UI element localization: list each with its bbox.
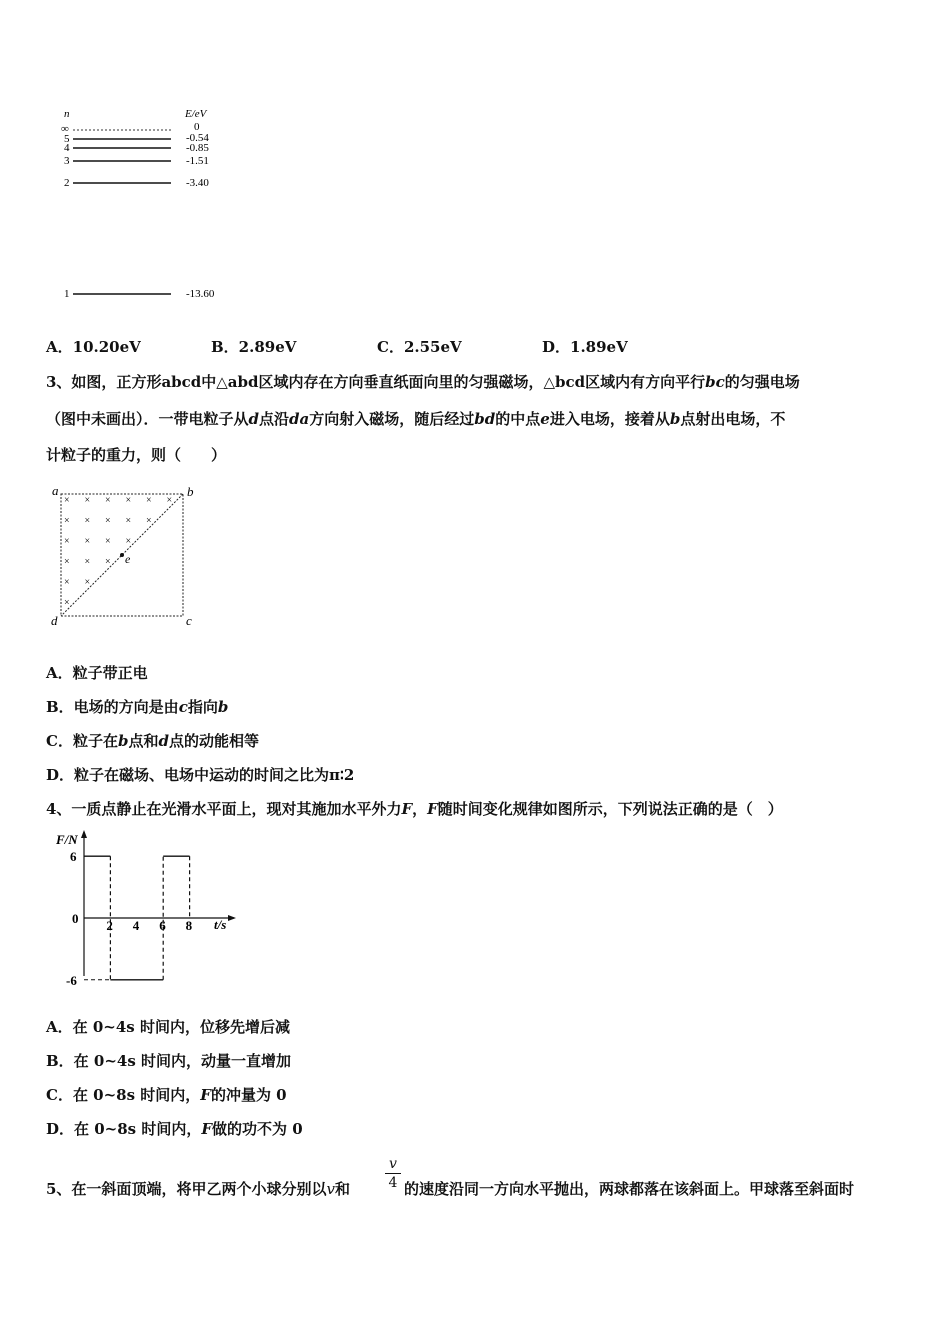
x-tick-label: 4: [132, 918, 140, 933]
field-x-mark: ×: [125, 536, 132, 547]
field-x-mark: ×: [84, 495, 91, 506]
label-a: a: [52, 483, 59, 498]
q5-fraction: [385, 1156, 401, 1191]
field-x-mark: ×: [64, 515, 70, 527]
level-n-5: 5: [64, 133, 70, 145]
q4-force-time-chart: [52, 828, 242, 988]
label-c: c: [186, 613, 192, 628]
field-x-mark: ×: [84, 556, 91, 568]
level-n-3: 3: [64, 155, 70, 167]
chart-ylabel: F/N: [56, 832, 78, 847]
y-tick-label: 6: [70, 849, 77, 865]
field-x-mark: ×: [64, 556, 70, 568]
field-x-mark: ×: [105, 536, 111, 547]
q2-option-b[interactable]: B．2.89eV: [211, 338, 297, 356]
field-x-mark: ×: [105, 556, 111, 568]
field-x-mark: ×: [166, 495, 173, 506]
q2-option-a[interactable]: A．10.20eV: [46, 338, 141, 356]
field-x-mark: ×: [64, 577, 70, 588]
n-axis-label: n: [64, 108, 70, 120]
q3-option-c[interactable]: C．粒子在b点和d点的动能相等: [46, 732, 259, 750]
chart-xlabel: t/s: [214, 917, 227, 932]
field-x-mark: ×: [146, 495, 152, 506]
level-n-4: 4: [64, 142, 70, 154]
field-x-mark: ×: [84, 515, 91, 527]
field-x-mark: ×: [64, 536, 70, 547]
field-x-mark: ×: [105, 515, 111, 527]
level-e-1: -13.60: [186, 288, 215, 300]
q5-stem-continued: 的速度沿同一方向水平抛出，两球都落在该斜面上。甲球落至斜面时: [404, 1180, 855, 1198]
q5-fraction-numerator: v: [389, 1156, 397, 1172]
level-e-4: -0.85: [186, 142, 209, 154]
q3-stem-line-2: （图中未画出）．一带电粒子从d点沿da方向射入磁场，随后经过bd的中点e进入电场，接着从b点射出电场，不: [46, 410, 786, 428]
q3-stem-line-1: 3、如图，正方形abcd中△abd区域内存在方向垂直纸面向里的匀强磁场，△bcd区域内有方向平行bc的匀强电场: [46, 373, 800, 391]
magnetic-field-marks: [64, 495, 172, 609]
field-x-mark: ×: [146, 515, 152, 527]
field-x-mark: ×: [64, 597, 70, 609]
q4-option-d[interactable]: D．在 0~8s 时间内，F做的功不为 0: [46, 1120, 303, 1138]
level-e-inf: 0: [194, 121, 200, 133]
field-x-mark: ×: [125, 495, 132, 506]
level-n-2: 2: [64, 177, 70, 189]
field-x-mark: ×: [84, 577, 91, 588]
level-e-3: -1.51: [186, 155, 209, 167]
x-axis-arrow: [228, 915, 236, 921]
q5-fraction-denominator: 4: [388, 1175, 398, 1191]
level-n-1: 1: [64, 288, 70, 300]
q4-option-b[interactable]: B．在 0~4s 时间内，动量一直增加: [46, 1052, 292, 1070]
x-tick-label: 8: [185, 918, 193, 933]
field-x-mark: ×: [125, 515, 132, 527]
label-d: d: [51, 613, 58, 628]
q2-option-d[interactable]: D．1.89eV: [542, 338, 628, 356]
q4-option-a[interactable]: A．在 0~4s 时间内，位移先增后减: [46, 1018, 290, 1036]
q2-option-c[interactable]: C．2.55eV: [377, 338, 462, 356]
q5-stem: 5、在一斜面顶端，将甲乙两个小球分别以v和: [46, 1180, 350, 1198]
level-e-5: -0.54: [186, 132, 209, 144]
level-n-inf: ∞: [61, 123, 69, 135]
field-x-mark: ×: [64, 495, 70, 506]
x-tick-label: 6: [159, 918, 166, 933]
level-e-2: -3.40: [186, 177, 209, 189]
q4-stem: 4、一质点静止在光滑水平面上，现对其施加水平外力F，F随时间变化规律如图所示，下列说法正确的是（ ）: [46, 800, 783, 818]
point-e: [120, 553, 124, 557]
field-x-mark: ×: [84, 536, 91, 547]
q3-option-b[interactable]: B．电场的方向是由c指向b: [46, 698, 229, 716]
y-axis-arrow: [81, 830, 87, 838]
label-e: e: [125, 552, 131, 566]
q3-square-field-figure: [45, 482, 205, 630]
label-b: b: [187, 484, 194, 499]
q3-option-d[interactable]: D．粒子在磁场、电场中运动的时间之比为π∶2: [46, 766, 355, 784]
q5-fraction-bar: [385, 1173, 401, 1174]
energy-level-diagram: [55, 100, 245, 305]
field-x-mark: ×: [105, 495, 111, 506]
q4-option-c[interactable]: C．在 0~8s 时间内，F的冲量为 0: [46, 1086, 287, 1104]
q3-stem-line-3: 计粒子的重力，则（ ）: [46, 446, 227, 464]
y-tick-label: -6: [66, 972, 77, 988]
e-axis-label: E/eV: [185, 108, 207, 120]
x-tick-label: 2: [106, 918, 113, 933]
q3-option-a[interactable]: A．粒子带正电: [46, 664, 148, 682]
chart-origin: 0: [72, 911, 79, 926]
